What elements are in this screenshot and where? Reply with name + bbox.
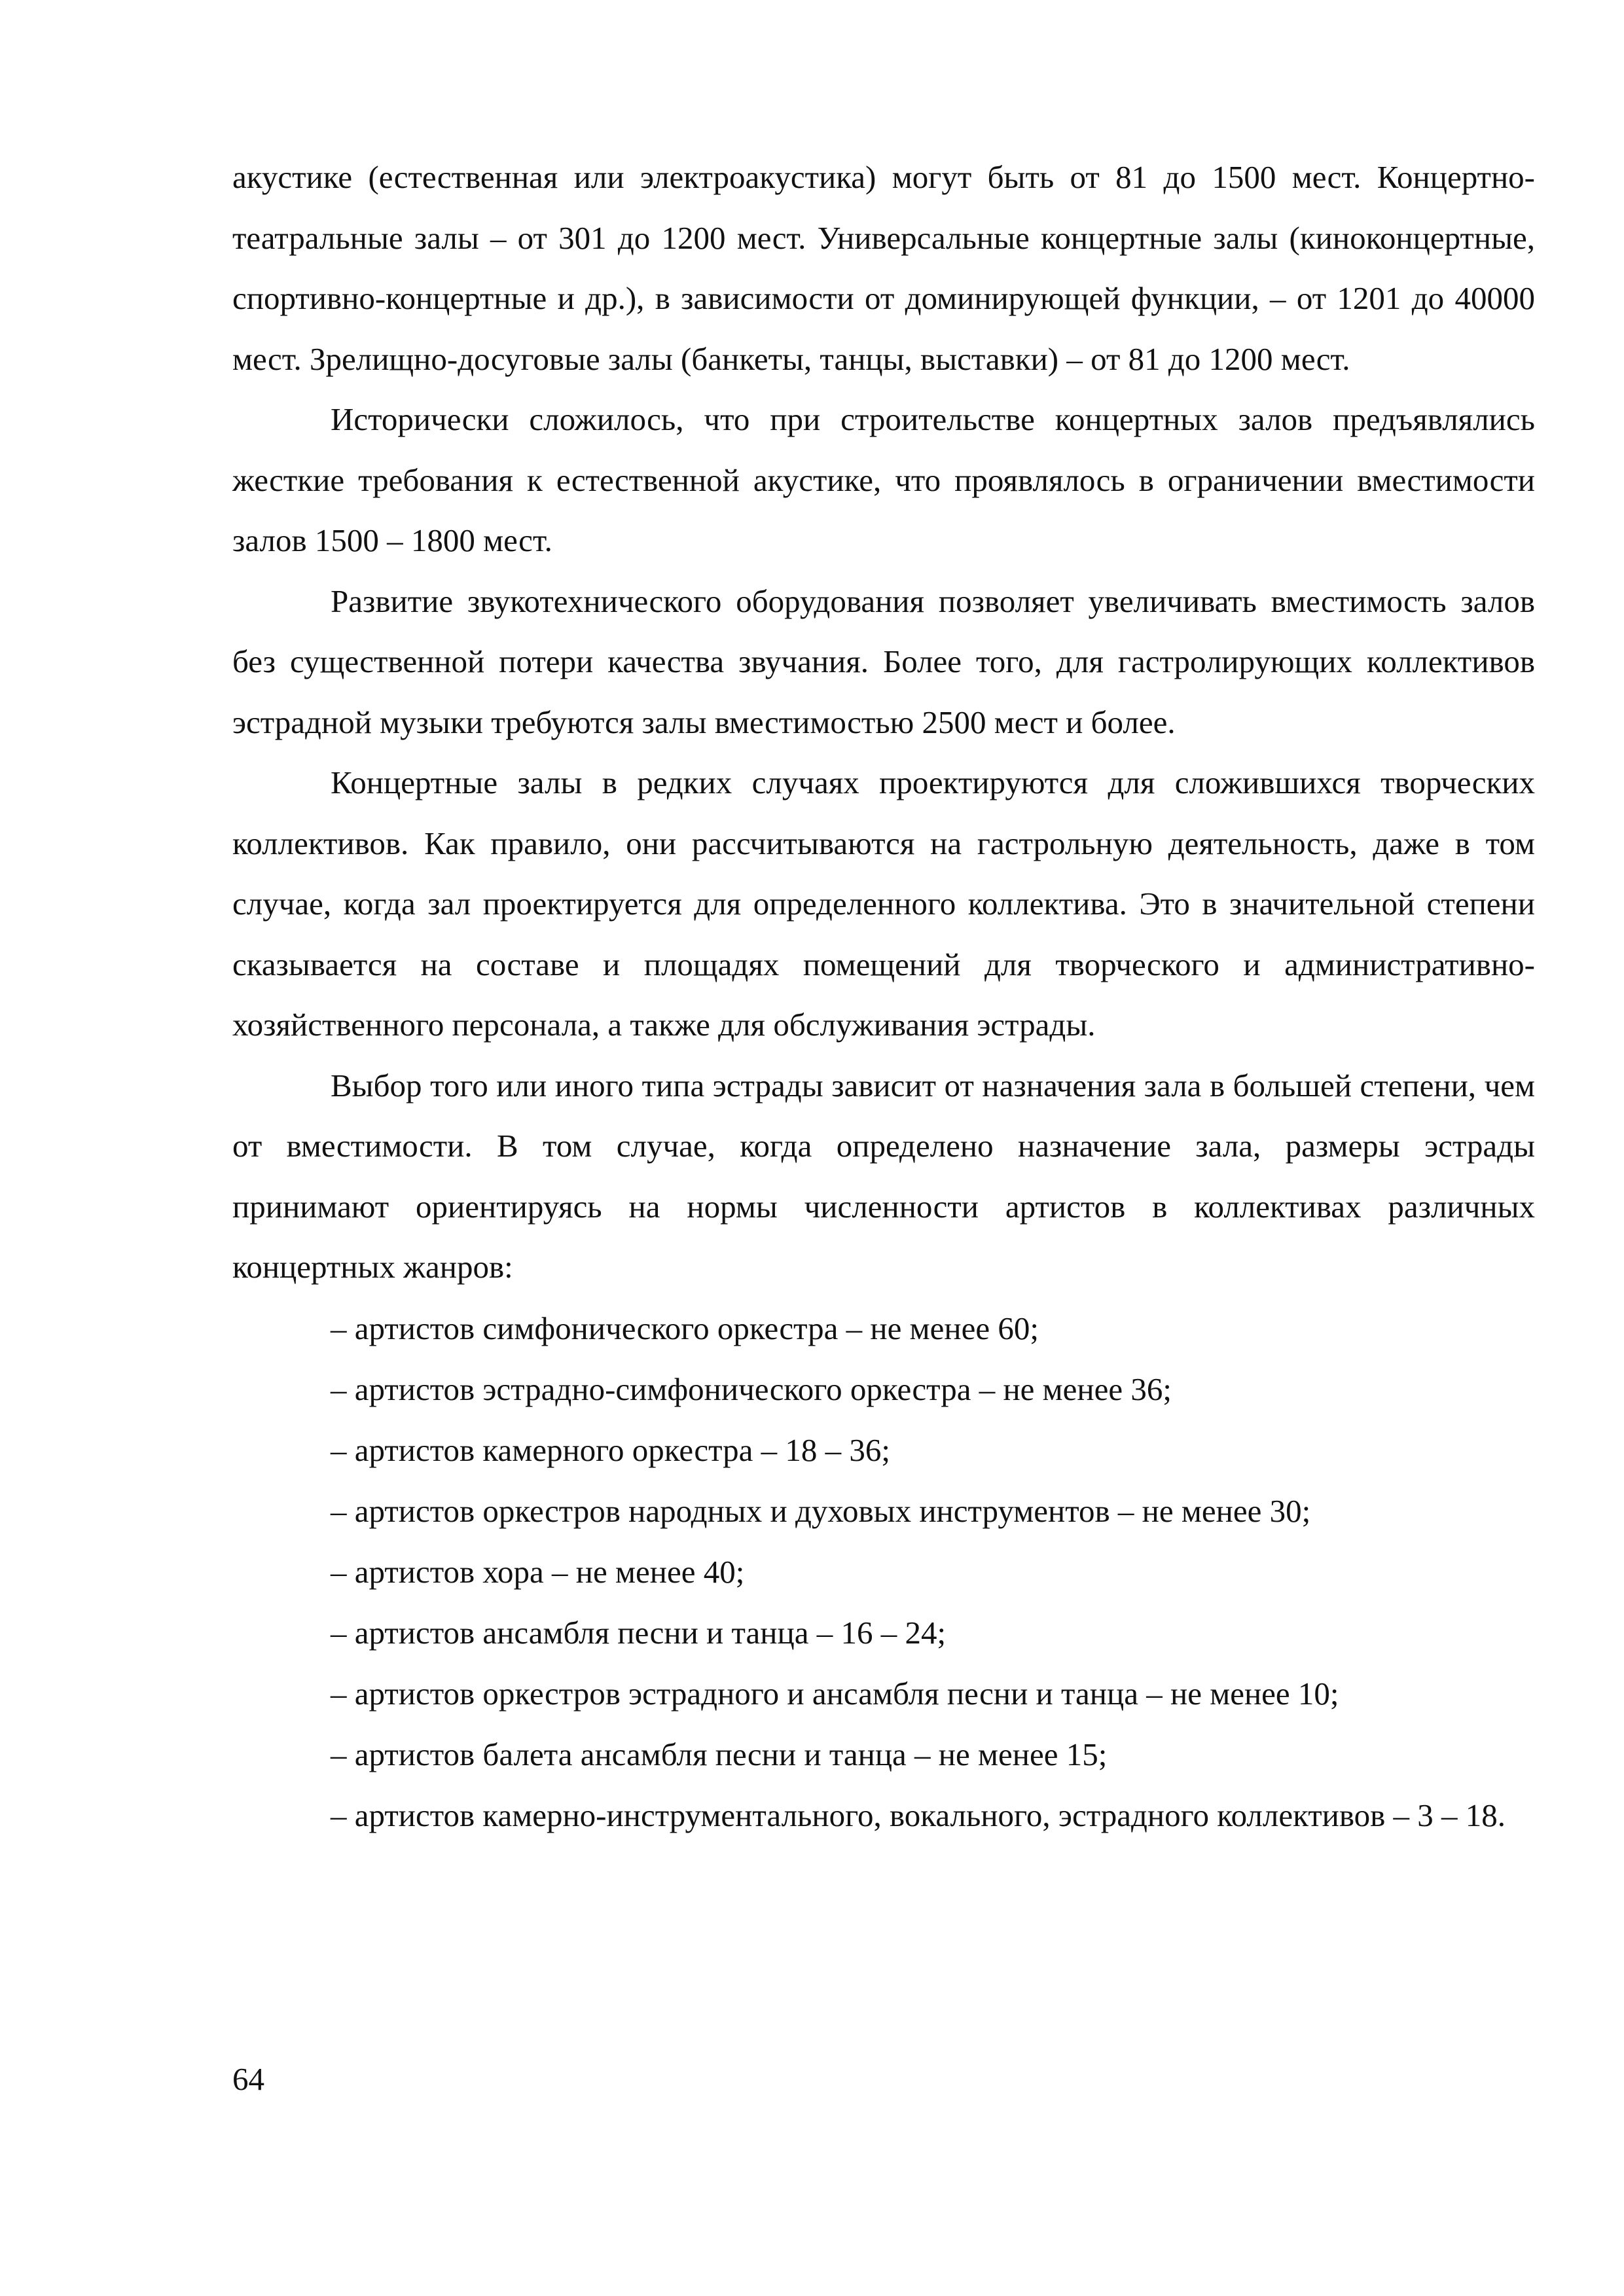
list-item: – артистов оркестров эстрадного и ансамбля песни и танца – не менее 10; [331,1675,1339,1712]
list-item: – артистов балета ансамбля песни и танца – не менее 15; [331,1736,1108,1772]
list-item: – артистов камерно-инструментального, вокального, эстрадного коллективов – 3 – 18. [331,1797,1506,1833]
paragraph-stage-type: Выбор того или иного типа эстрады зависит от назначения зала в большей степени, чем от вместимости. В том случае, когда определено назначение зала, размеры эстрады принимают ориентируясь на нормы численности артистов в коллективах различных концертных жанров: [232,1067,1535,1285]
list-item: – артистов ансамбля песни и танца – 16 – 24; [331,1614,947,1651]
list-item: – артистов камерного оркестра – 18 – 36; [331,1431,890,1468]
paragraph-sound-equipment: Развитие звукотехнического оборудования позволяет увеличивать вместимость залов без существенной потери качества звучания. Более того, для гастролирующих коллективов эстрадной музыки требуются залы вместимостью 2500 мест и более. [232,583,1535,740]
page-number: 64 [232,2061,264,2097]
list-item: – артистов симфонического оркестра – не менее 60; [331,1310,1039,1346]
list-item: – артистов хора – не менее 40; [331,1553,745,1590]
paragraph-capacity-ranges: акустике (естественная или электроакустика) могут быть от 81 до 1500 мест. Концертно-театральные залы – от 301 до 1200 мест. Универсальные концертные залы (киноконцертные, спортивно-концертные и др.), в зависимости от доминирующей функции, – от 1201 до 40000 мест. Зрелищно-досуговые залы (банкеты, танцы, выставки) – от 81 до 1200 мест. [232,159,1535,377]
paragraph-touring-halls: Концертные залы в редких случаях проектируются для сложившихся творческих коллективов. Как правило, они рассчитываются на гастрольную деятельность, даже в том случае, когда зал проектируется для определенного коллектива. Это в значительной степени сказывается на составе и площадях помещений для творческого и административно-хозяйственного персонала, а также для обслуживания эстрады. [232,764,1535,1043]
page-body [232,147,1535,1846]
list-item: – артистов оркестров народных и духовых инструментов – не менее 30; [331,1492,1311,1529]
paragraph-historical-acoustics: Исторически сложилось, что при строительстве концертных залов предъявлялись жесткие требования к естественной акустике, что проявлялось в ограничении вместимости залов 1500 – 1800 мест. [232,401,1535,558]
list-item: – артистов эстрадно-симфонического оркестра – не менее 36; [331,1371,1172,1407]
artist-norms-list [232,1298,1535,1846]
